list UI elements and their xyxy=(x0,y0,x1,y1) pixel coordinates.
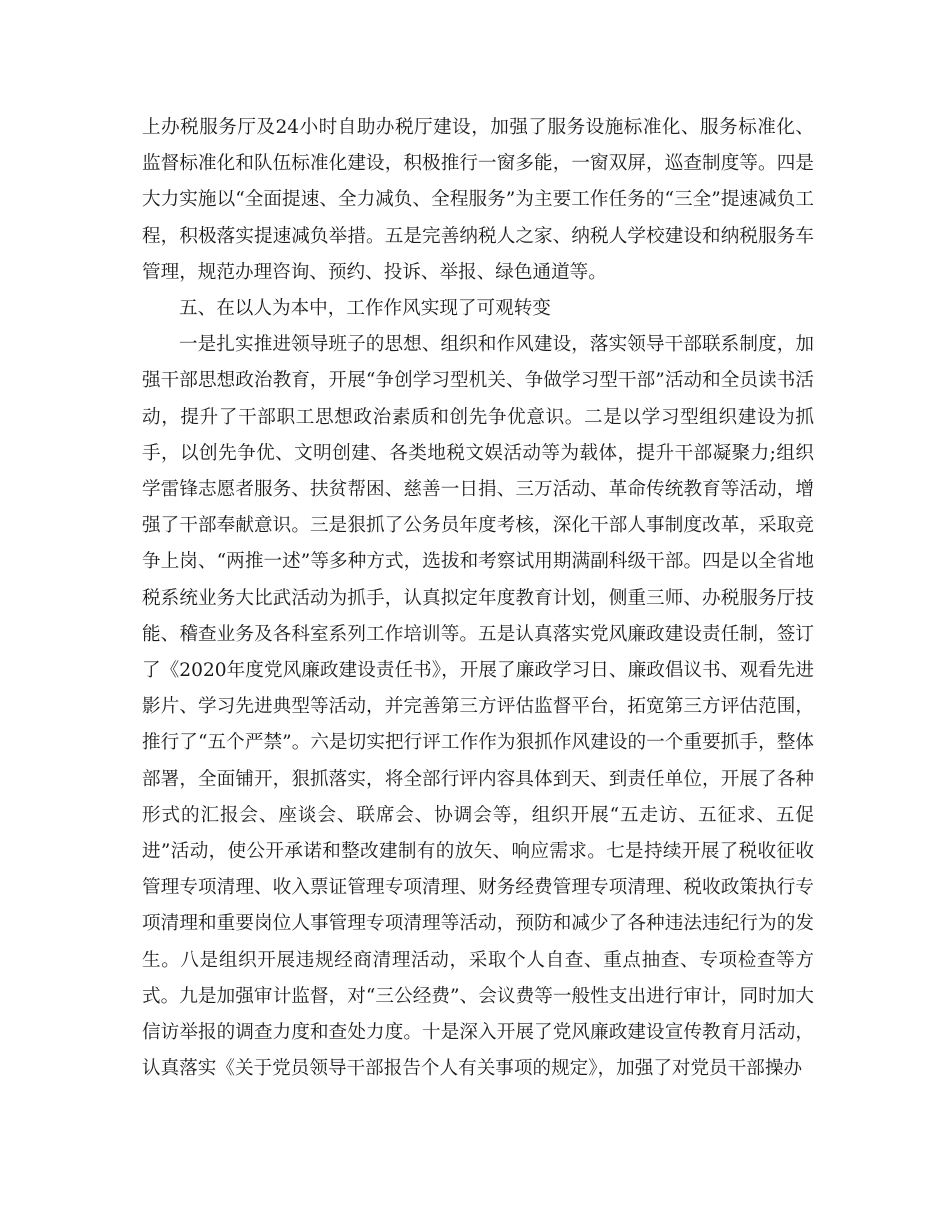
paragraph-body: 一是扎实推进领导班子的思想、组织和作风建设，落实领导干部联系制度，加强干部思想政治教育，开展“争创学习型机关、争做学习型干部”活动和全员读书活动，提升了干部职工思想政治素质和创先争优意识。二是以学习型组织建设为抓手，以创先争优、文明创建、各类地税文娱活动等为载体，提升干部凝聚力;组织学雷锋志愿者服务、扶贫帮困、慈善一日捐、三万活动、革命传统教育等活动，增强了干部奉献意识。三是狠抓了公务员年度考核，深化干部人事制度改革，采取竞争上岗、“两推一述”等多种方式，选拔和考察试用期满副科级干部。四是以全省地税系统业务大比武活动为抓手，认真拟定年度教育计划，侧重三师、办税服务厅技能、稽查业务及各科室系列工作培训等。五是认真落实党风廉政建设责任制，签订了《2020年度党风廉政建设责任书》，开展了廉政学习日、廉政倡议书、观看先进影片、学习先进典型等活动，并完善第三方评估监督平台，拓宽第三方评估范围，推行了“五个严禁”。六是切实把行评工作作为狠抓作风建设的一个重要抓手，整体部署，全面铺开，狠抓落实，将全部行评内容具体到天、到责任单位，开展了各种形式的汇报会、座谈会、联席会、协调会等，组织开展“五走访、五征求、五促进”活动，使公开承诺和整改建制有的放矢、响应需求。七是持续开展了税收征收管理专项清理、收入票证管理专项清理、财务经费管理专项清理、税收政策执行专项清理和重要岗位人事管理专项清理等活动，预防和减少了各种违法违纪行为的发生。八是组织开展违规经商清理活动，采取个人自查、重点抽查、专项检查等方式。九是加强审计监督，对“三公经费”、会议费等一般性支出进行审计，同时加大信访举报的调查力度和查处力度。十是深入开展了党风廉政建设宣传教育月活动，认真落实《关于党员领导干部报告个人有关事项的规定》，加强了对党员干部操办 xyxy=(142,334,814,1080)
document-body xyxy=(142,110,814,1087)
paragraph-continued: 上办税服务厅及24小时自助办税厅建设，加强了服务设施标准化、服务标准化、监督标准化和队伍标准化建设，积极推行一窗多能，一窗双屏，巡查制度等。四是大力实施以“全面提速、全力减负、全程服务”为主要工作任务的“三全”提速减负工程，积极落实提速减负举措。五是完善纳税人之家、纳税人学校建设和纳税服务车管理，规范办理咨询、预约、投诉、举报、绿色通道等。 xyxy=(142,117,814,283)
section-heading: 五、在以人为本中，工作作风实现了可观转变 xyxy=(179,298,551,320)
